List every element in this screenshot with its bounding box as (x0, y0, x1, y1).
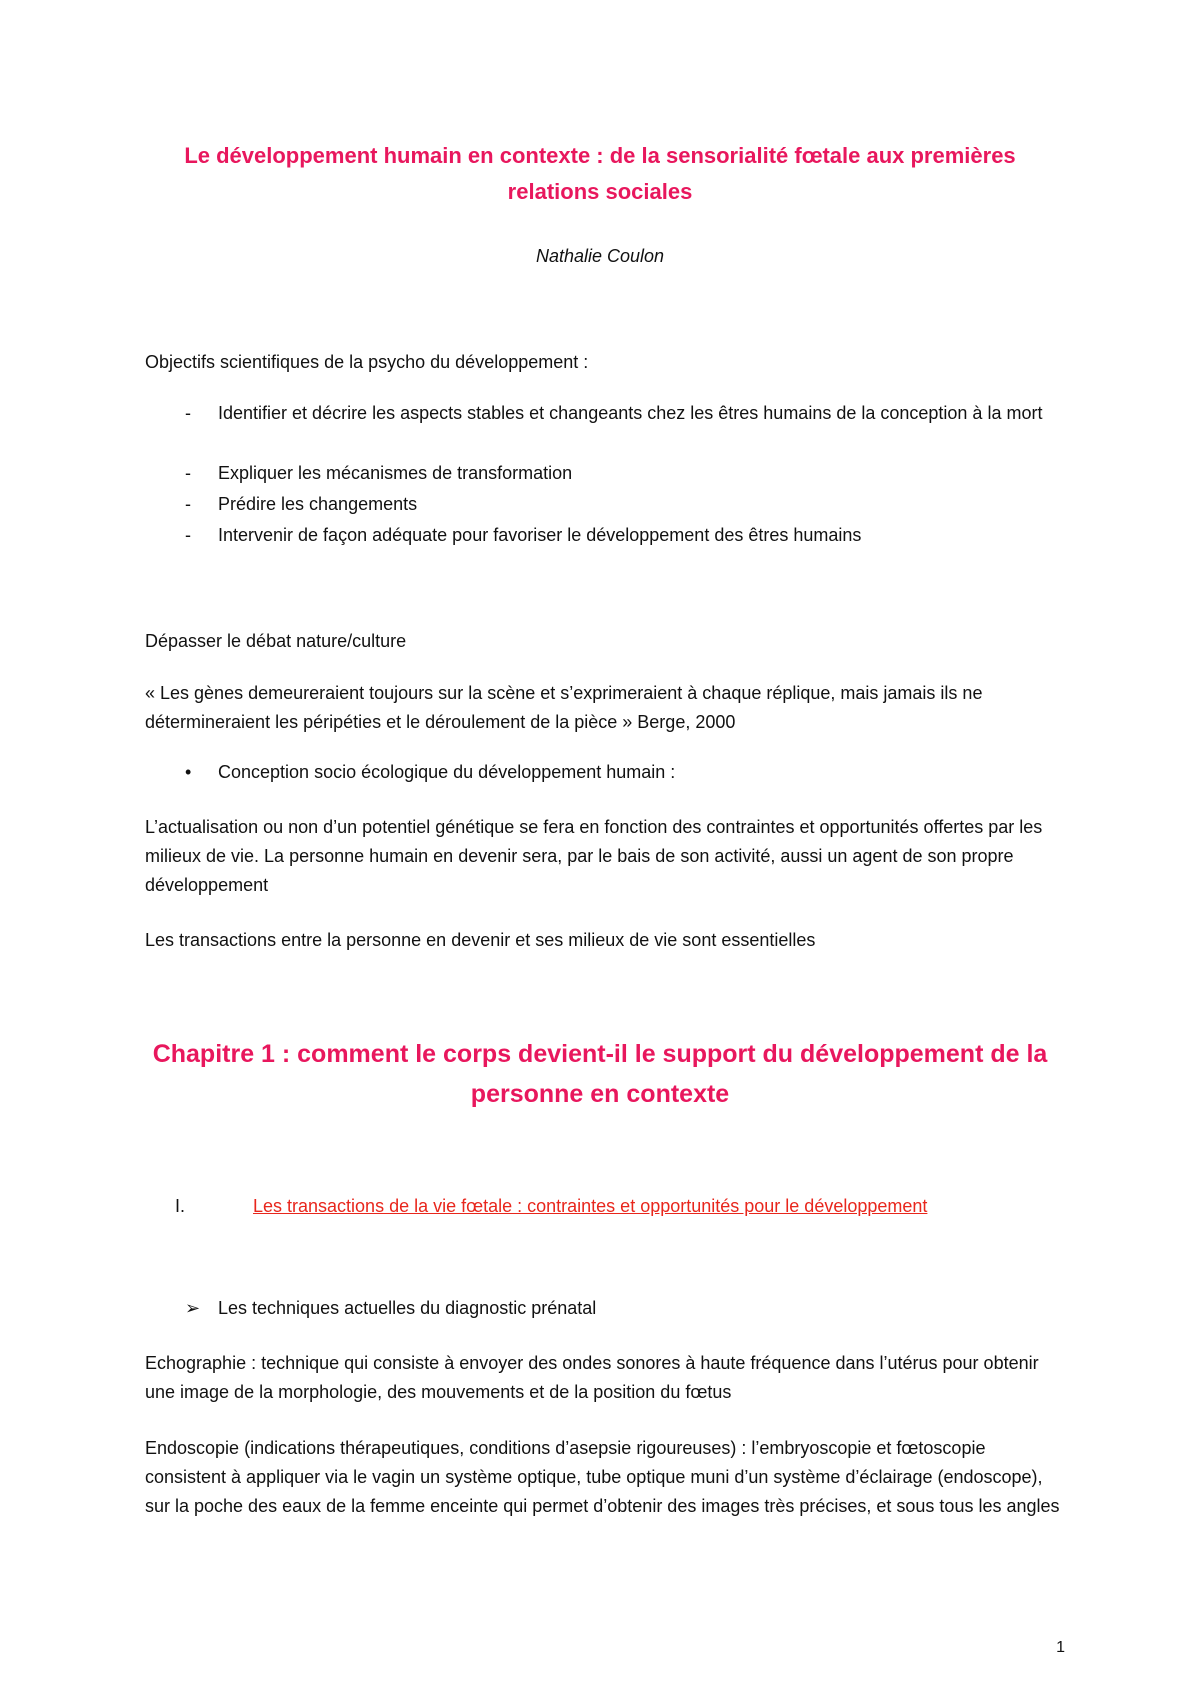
dash-marker: - (185, 525, 191, 545)
section-title: Les transactions de la vie fœtale : contraintes et opportunités pour le développement (253, 1196, 928, 1216)
document-title: Le développement humain en contexte : de la sensorialité fœtale aux premières relations sociales (184, 143, 1016, 204)
nature-culture-heading: Dépasser le débat nature/culture (145, 631, 407, 651)
list-item-text: Expliquer les mécanismes de transformation (218, 463, 573, 483)
dash-marker: - (185, 494, 191, 514)
list-item-text: Prédire les changements (218, 494, 418, 514)
bullet-marker: • (185, 762, 192, 782)
list-item-text: Intervenir de façon adéquate pour favoriser le développement des êtres humains (218, 525, 862, 545)
transactions-paragraph: Les transactions entre la personne en devenir et ses milieux de vie sont essentielles (145, 930, 816, 950)
bullet-item-text: Conception socio écologique du développement humain : (218, 762, 676, 782)
actualisation-paragraph: L’actualisation ou non d’un potentiel génétique se fera en fonction des contraintes et opportunités offertes par les milieux de vie. La personne humain en devenir sera, par le bais de son activité, aussi un agent de son propre développement (145, 817, 1043, 895)
dash-marker: - (185, 403, 191, 423)
page-number: 1 (1056, 1639, 1065, 1656)
echographie-paragraph: Echographie : technique qui consiste à envoyer des ondes sonores à haute fréquence dans l’utérus pour obtenir une image de la morphologie, des mouvements et de la position du fœtus (145, 1353, 1039, 1402)
section-number: I. (175, 1196, 186, 1216)
dash-marker: - (185, 463, 191, 483)
list-item-text: Identifier et décrire les aspects stables et changeants chez les êtres humains de la conception à la mort (218, 403, 1043, 423)
author-name: Nathalie Coulon (535, 246, 665, 266)
objectives-heading: Objectifs scientifiques de la psycho du développement : (145, 352, 589, 372)
chapter-title: Chapitre 1 : comment le corps devient-il le support du développement de la personne en contexte (152, 1040, 1048, 1108)
quote-paragraph: « Les gènes demeureraient toujours sur la scène et s’exprimeraient à chaque réplique, mais jamais ils ne détermineraient les péripéties et le déroulement de la pièce » Berge, 2000 (145, 683, 983, 732)
arrow-marker: ➢ (185, 1298, 201, 1318)
endoscopie-paragraph: Endoscopie (indications thérapeutiques, conditions d’asepsie rigoureuses) : l’embryoscopie et fœtoscopie consistent à appliquer via le vagin un système optique, tube optique muni d’un système d’éclairage (endoscope), sur la poche des eaux de la femme enceinte qui permet d’obtenir des images très précises, et sous tous les angles (145, 1438, 1060, 1516)
arrow-item-text: Les techniques actuelles du diagnostic prénatal (218, 1298, 597, 1318)
